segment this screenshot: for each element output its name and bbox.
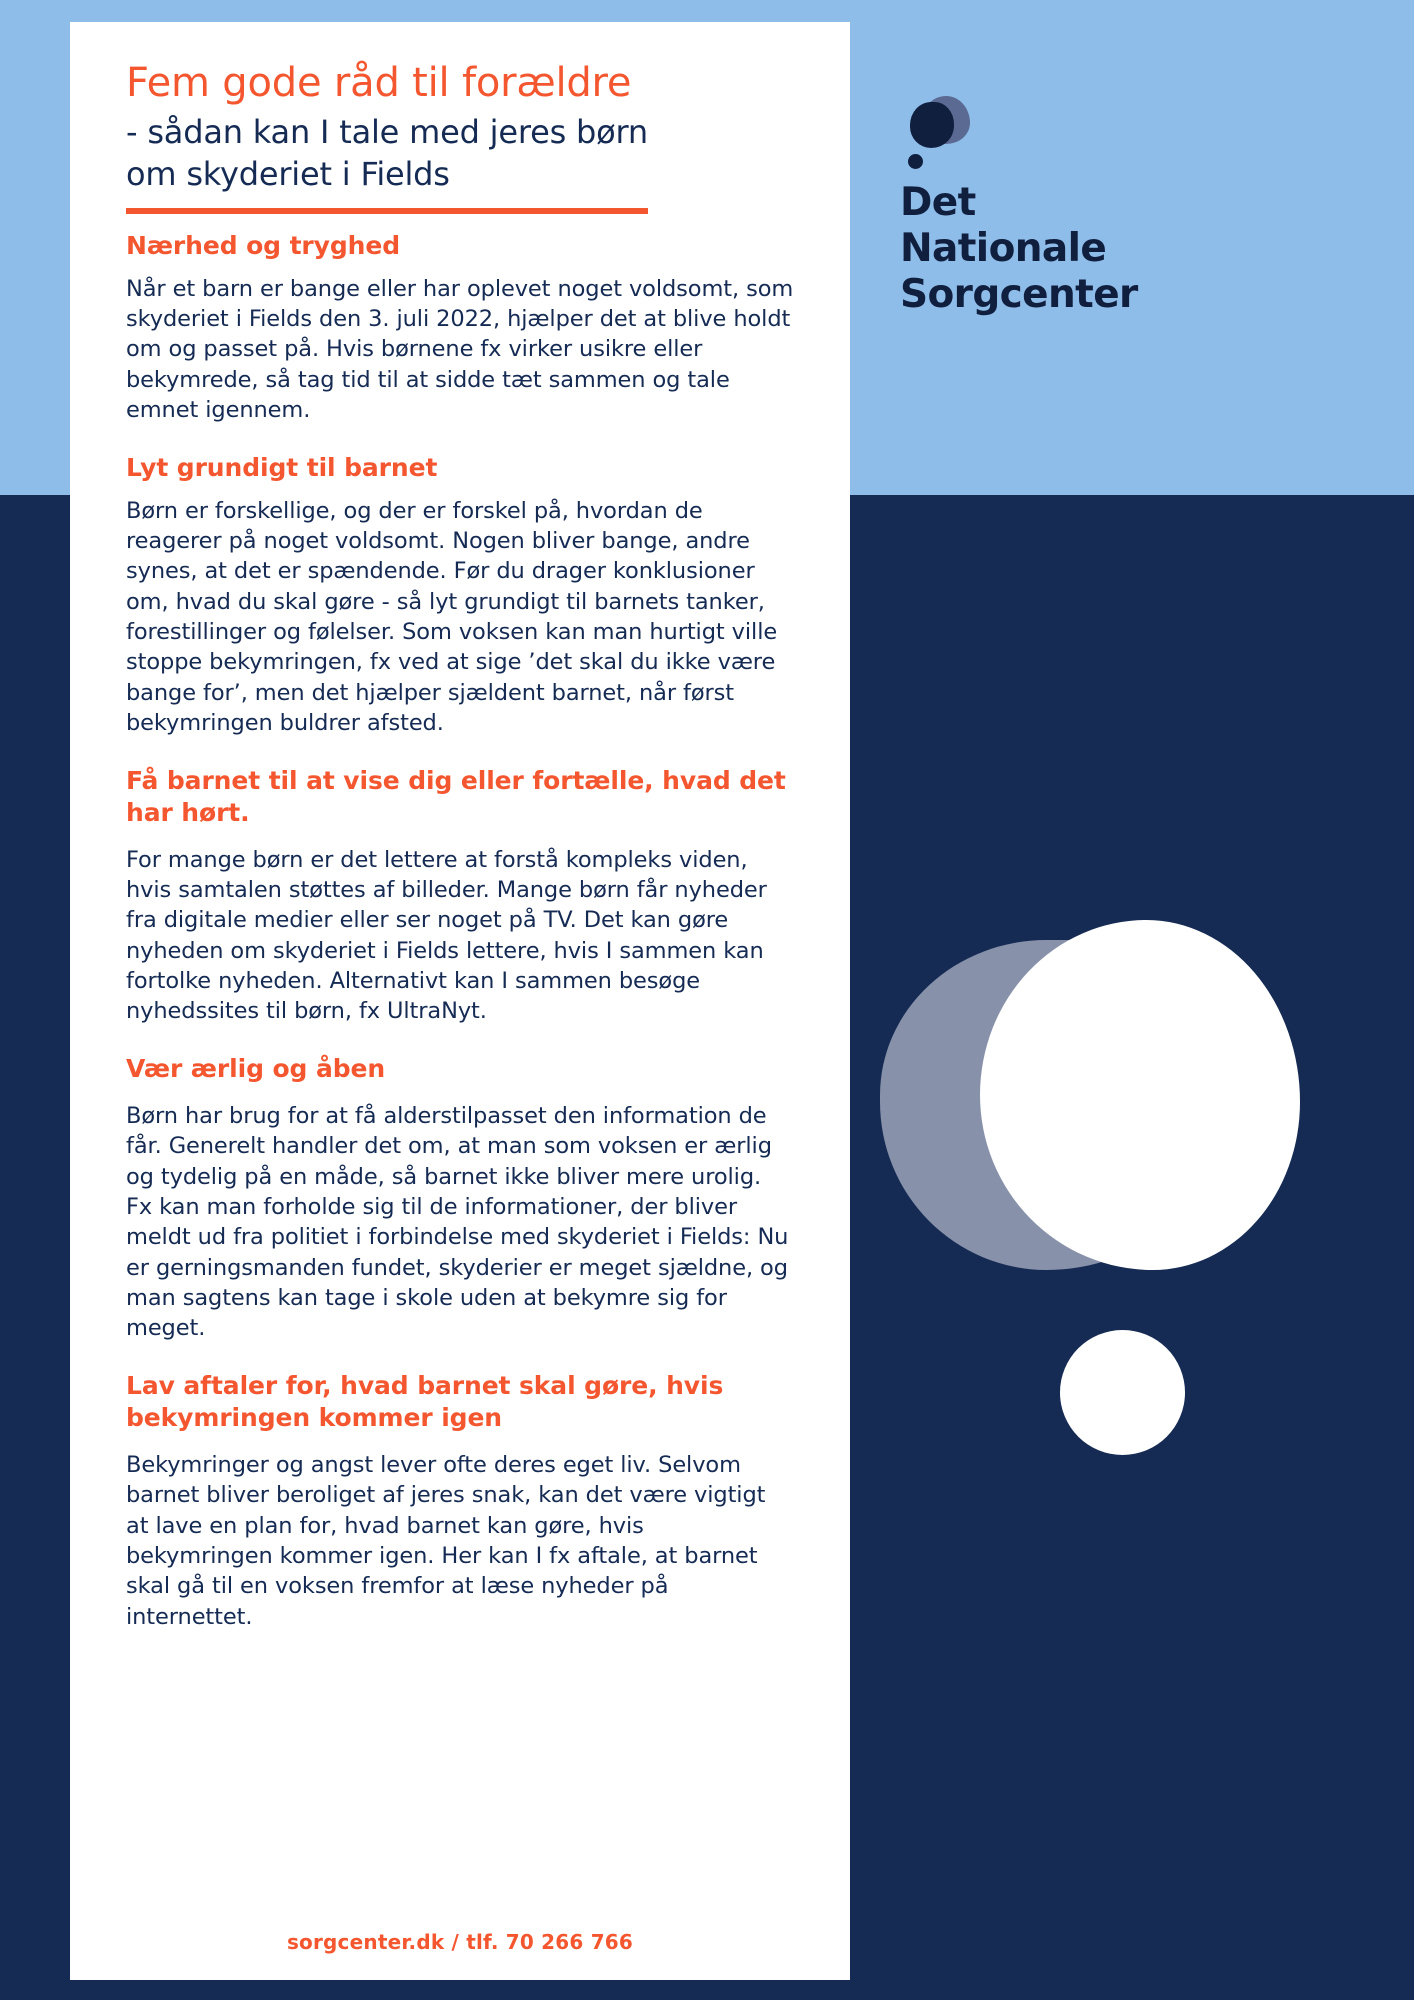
logo-blob-front-icon <box>910 102 954 148</box>
organization-logo <box>900 96 1320 318</box>
logo-line-2: Nationale <box>900 226 1107 272</box>
logo-line-1: Det <box>900 180 976 225</box>
title-divider <box>126 208 648 214</box>
page-title: Fem gode råd til forældre <box>126 60 632 106</box>
section-body: For mange børn er det lettere at forstå kompleks viden, hvis samtalen støttes af billeder. Mange børn får nyheder fra digitale medier eller ser noget på TV. Det kan gøre nyheden om skyderiet i Fields lettere, hvis I sammen kan fortolke nyheden. Alternativt kan I sammen besøge nyhedssites til børn, fx UltraNyt. <box>126 846 767 1025</box>
advice-section-5 <box>126 1370 794 1632</box>
document-sheet <box>70 22 850 1980</box>
logo-dot-icon <box>908 154 923 169</box>
logo-line-3: Sorgcenter <box>900 272 1138 318</box>
section-title: Få barnet til at vise dig eller fortælle, hvad det har hørt. <box>126 765 786 827</box>
section-body: Når et barn er bange eller har oplevet noget voldsomt, som skyderiet i Fields den 3. juli 2022, hjælper det at blive holdt om og passet på. Hvis børnene fx virker usikre eller bekymrede, så tag tid til at sidde tæt sammen og tale emnet igennem. <box>126 275 794 424</box>
logo-mark-icon <box>900 96 970 172</box>
section-body: Børn er forskellige, og der er forskel på, hvordan de reagerer på noget voldsomt. Nogen bliver bange, andre synes, at det er spændende. Før du drager konklusioner om, hvad du skal gøre - så lyt grundigt til barnets tanker, forestillinger og følelser. Som voksen kan man hurtigt ville stoppe bekymringen, fx ved at sige ’det skal du ikke være bange for’, men det hjælper sjældent barnet, når først bekymringen buldrer afsted. <box>126 497 778 737</box>
section-title: Lyt grundigt til barnet <box>126 452 438 482</box>
footer-contact: sorgcenter.dk / tlf. 70 266 766 <box>286 1930 634 1954</box>
white-circle-shape <box>1060 1330 1185 1455</box>
advice-section-3 <box>126 765 794 1027</box>
section-body: Bekymringer og angst lever ofte deres eget liv. Selvom barnet bliver beroliget af jeres snak, kan det være vigtigt at lave en plan for, hvad barnet kan gøre, hvis bekymringen kommer igen. Her kan I fx aftale, at barnet skal gå til en voksen fremfor at læse nyheder på internettet. <box>126 1451 766 1630</box>
section-title: Lav aftaler for, hvad barnet skal gøre, hvis bekymringen kommer igen <box>126 1370 724 1432</box>
advice-section-4 <box>126 1053 794 1344</box>
page-subtitle-line-1: - sådan kan I tale med jeres børn <box>126 113 648 152</box>
section-title: Vær ærlig og åben <box>126 1053 386 1083</box>
decorative-blobs <box>880 920 1400 1540</box>
section-body: Børn har brug for at få alderstilpasset den information de får. Generelt handler det om, at man som voksen er ærlig og tydelig på en måde, så barnet ikke bliver mere urolig. Fx kan man forholde sig til de informationer, der bliver meldt ud fra politiet i forbindelse med skyderiet i Fields: Nu er gerningsmanden fundet, skyderier er meget sjældne, og man sagtens kan tage i skole uden at bekymre sig for meget. <box>126 1102 789 1342</box>
section-title: Nærhed og tryghed <box>126 230 400 260</box>
advice-section-2 <box>126 452 794 739</box>
advice-section-1 <box>126 230 794 426</box>
page-subtitle-line-2: om skyderiet i Fields <box>126 155 450 194</box>
logo-text <box>900 180 1320 318</box>
